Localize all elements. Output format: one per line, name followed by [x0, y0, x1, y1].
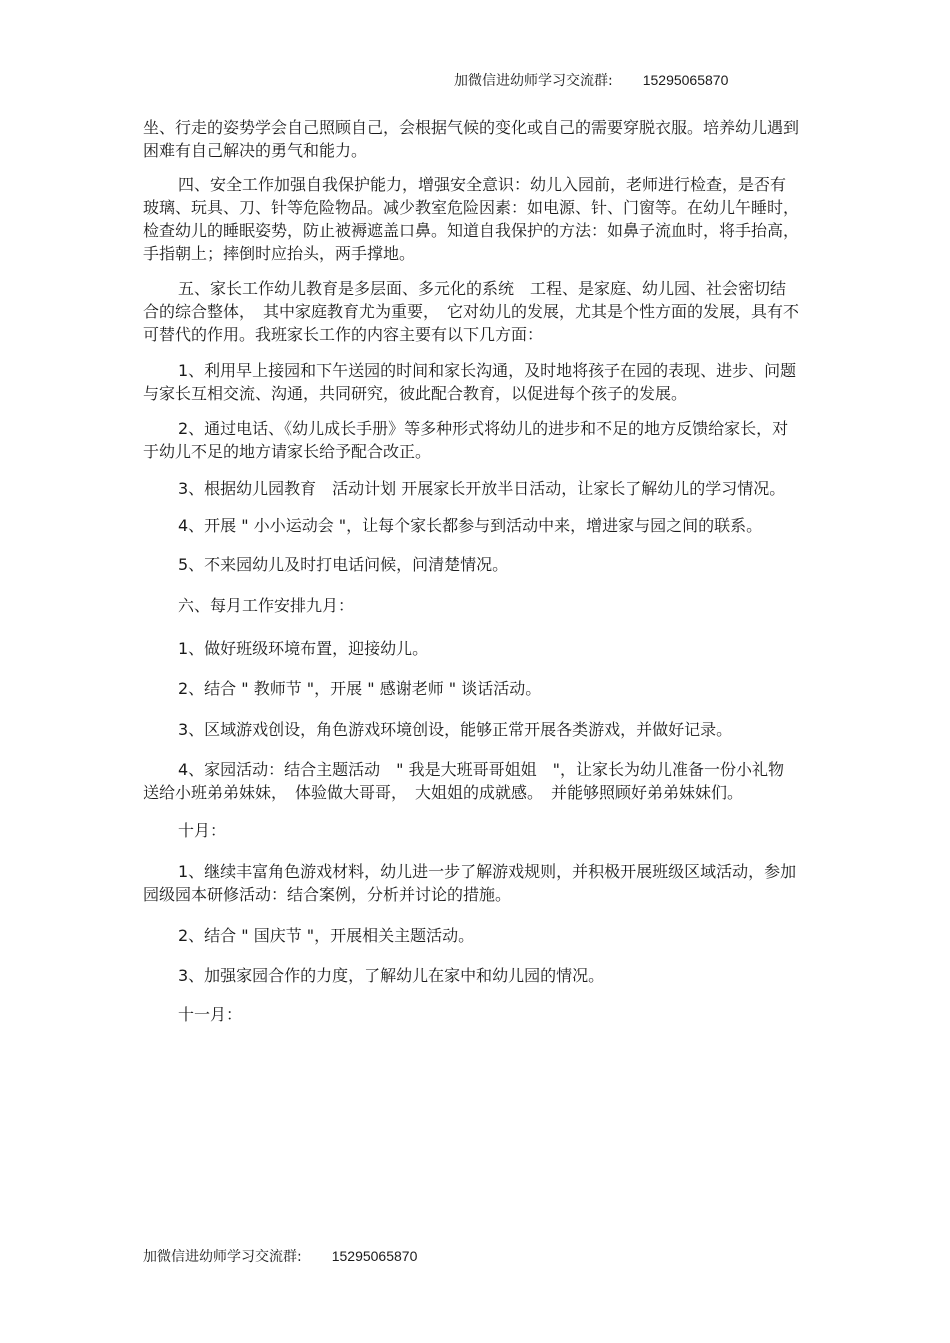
page-footer — [143, 1246, 417, 1266]
paragraph: 1、利用早上接园和下午送园的时间和家长沟通，及时地将孩子在园的表现、进步、问题与家长互相交流、沟通，共同研究，彼此配合教育，以促进每个孩子的发展。 — [143, 361, 797, 403]
document-body — [143, 116, 799, 1026]
header-label: 加微信进幼师学习交流群: — [454, 73, 613, 89]
paragraph: 3、根据幼儿园教育 活动计划 开展家长开放半日活动，让家长了解幼儿的学习情况。 — [178, 479, 786, 498]
paragraph: 1、继续丰富角色游戏材料，幼儿进一步了解游戏规则，并积极开展班级区域活动，参加园级园本研修活动：结合案例，分析并讨论的措施。 — [143, 862, 797, 904]
paragraph: 2、结合 " 国庆节 "，开展相关主题活动。 — [178, 926, 475, 945]
paragraph: 十一月： — [178, 1005, 243, 1024]
paragraph: 六、每月工作安排九月： — [178, 596, 355, 615]
paragraph: 五、家长工作幼儿教育是多层面、多元化的系统 工程、是家庭、幼儿园、社会密切结合的综合整体， 其中家庭教育尤为重要， 它对幼儿的发展，尤其是个性方面的发展，具有不可替代的作用。我班家长工作的内容主要有以下几方面： — [143, 279, 800, 344]
paragraph: 1、做好班级环境布置，迎接幼儿。 — [178, 639, 429, 658]
paragraph: 2、通过电话、《幼儿成长手册》等多种形式将幼儿的进步和不足的地方反馈给家长，对于幼儿不足的地方请家长给予配合改正。 — [143, 419, 789, 461]
paragraph: 4、家园活动：结合主题活动 " 我是大班哥哥姐姐 "，让家长为幼儿准备一份小礼物送给小班弟弟妹妹， 体验做大哥哥， 大姐姐的成就感。 并能够照顾好弟弟妹妹们。 — [143, 760, 784, 802]
footer-label: 加微信进幼师学习交流群: — [143, 1249, 302, 1265]
page-header — [454, 70, 728, 90]
paragraph: 3、区域游戏创设，角色游戏环境创设，能够正常开展各类游戏，并做好记录。 — [178, 720, 733, 739]
header-number: 15295065870 — [642, 72, 729, 88]
paragraph: 四、安全工作加强自我保护能力，增强安全意识：幼儿入园前，老师进行检查，是否有玻璃、玩具、刀、针等危险物品。减少教室危险因素：如电源、针、门窗等。在幼儿午睡时，检查幼儿的睡眠姿势，防止被褥遮盖口鼻。知道自我保护的方法：如鼻子流血时，将手抬高，手指朝上；摔倒时应抬头，两手撑地。 — [143, 175, 800, 263]
paragraph: 5、不来园幼儿及时打电话问候，问清楚情况。 — [178, 555, 509, 574]
paragraph: 2、结合 " 教师节 "，开展 " 感谢老师 " 谈话活动。 — [178, 679, 542, 698]
footer-number: 15295065870 — [331, 1248, 418, 1264]
paragraph: 坐、行走的姿势学会自己照顾自己，会根据气候的变化或自己的需要穿脱衣服。培养幼儿遇到困难有自己解决的勇气和能力。 — [143, 118, 800, 160]
paragraph: 十月： — [178, 821, 227, 840]
paragraph: 4、开展 " 小小运动会 "，让每个家长都参与到活动中来，增进家与园之间的联系。 — [178, 516, 763, 535]
paragraph: 3、加强家园合作的力度，了解幼儿在家中和幼儿园的情况。 — [178, 966, 605, 985]
